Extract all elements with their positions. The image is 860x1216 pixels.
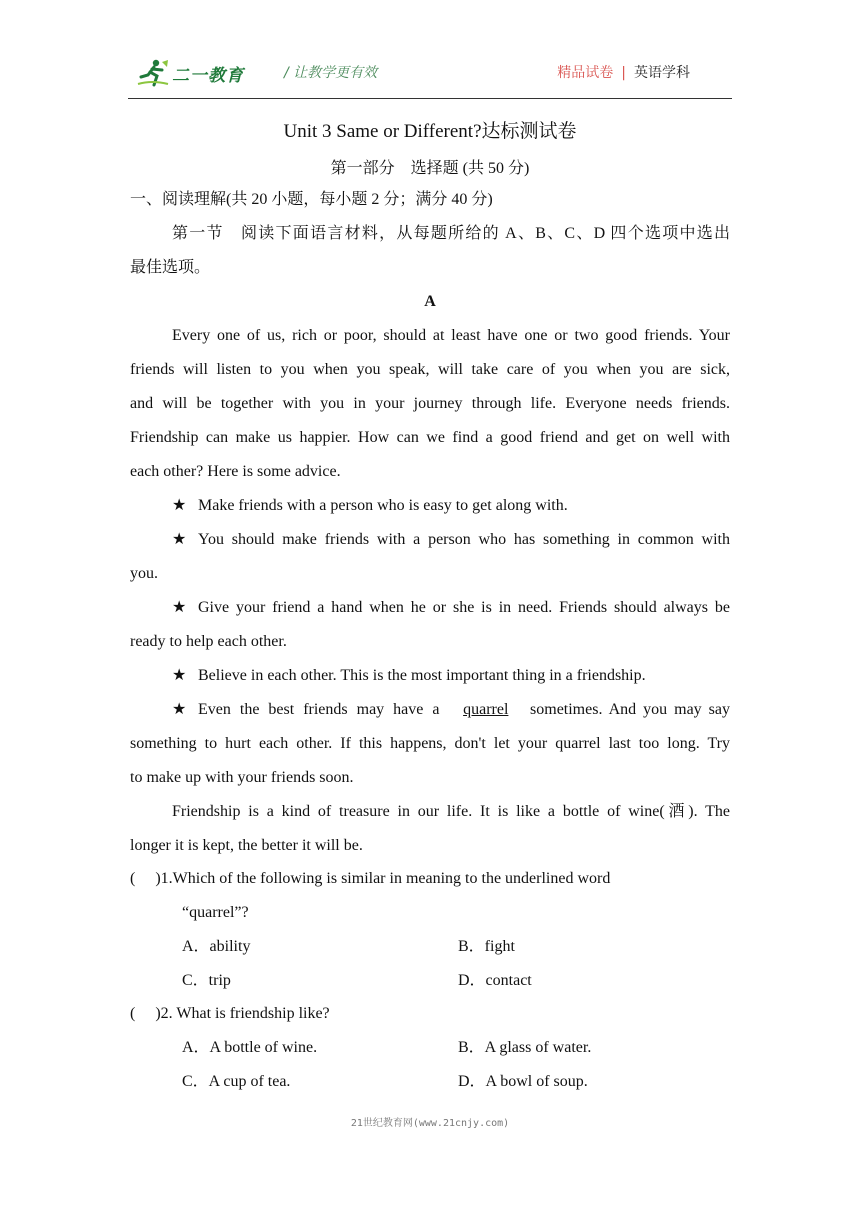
tip-text: You should make friends with a person who has something in common with: [198, 531, 730, 548]
tip-text: you.: [130, 565, 158, 582]
star-icon: ★: [172, 667, 187, 684]
passage-line: longer it is kept, the better it will be.: [130, 837, 363, 854]
star-icon: ★: [172, 701, 187, 718]
star-icon: ★: [172, 497, 187, 514]
tip-text: Make friends with a person who is easy to get along with.: [198, 497, 568, 514]
header-slogan: / 让教学更有效: [284, 65, 378, 81]
option-b: B．A glass of water.: [458, 1039, 592, 1056]
tip-text: something to hurt each other. If this happens, don't let your quarrel last too long. Try: [130, 735, 730, 752]
document-title: Unit 3 Same or Different?达标测试卷: [283, 121, 577, 142]
tip-text: ready to help each other.: [130, 633, 287, 650]
header-divider: [128, 98, 732, 99]
option-a: A．ability: [182, 938, 251, 955]
question-stem: ( )2. What is friendship like?: [130, 1005, 330, 1022]
tip-item: [172, 700, 730, 720]
passage-line: Every one of us, rich or poor, should at least have one or two good friends. Your: [172, 327, 730, 344]
option-b: B．fight: [458, 938, 515, 955]
passage-line: friends will listen to you when you speak, will take care of you when you are sick,: [130, 361, 730, 378]
tip-text: to make up with your friends soon.: [130, 769, 354, 786]
tip-text: Give your friend a hand when he or she is in need. Friends should always be: [198, 599, 730, 616]
tip-text: Believe in each other. This is the most important thing in a friendship.: [198, 667, 646, 684]
page-footer: 21世纪教育网(www.21cnjy.com): [350, 1118, 510, 1129]
passage-line: Friendship is a kind of treasure in our life. It is like a bottle of wine(酒). The: [172, 803, 730, 820]
running-person-icon: [136, 58, 170, 88]
tip-text-part: Even the best friends may have a: [198, 701, 449, 718]
passage-line: and will be together with you in your journey through life. Everyone needs friends.: [130, 395, 730, 412]
underlined-word: quarrel: [463, 701, 509, 718]
header-tag: 精品试卷: [557, 65, 614, 81]
section1-instruction-line1: 第一节 阅读下面语言材料，从每题所给的 A、B、C、D 四个选项中选出: [172, 225, 730, 242]
passage-line: Friendship can make us happier. How can we find a good friend and get on well with: [130, 429, 730, 446]
option-c: C．trip: [182, 972, 231, 989]
question-stem: ( )1.Which of the following is similar in meaning to the underlined word: [130, 870, 611, 887]
part-title: 第一部分 选择题 (共 50 分): [330, 160, 530, 177]
section1-instruction-line2: 最佳选项。: [130, 259, 211, 276]
passage-line: each other? Here is some advice.: [130, 463, 341, 480]
option-d: D．contact: [458, 972, 532, 989]
header-subject: 英语学科: [634, 65, 690, 81]
passage-label: A: [424, 293, 436, 310]
section1-title: 一、阅读理解(共 20 小题，每小题 2 分；满分 40 分): [130, 191, 493, 208]
option-c: C．A cup of tea.: [182, 1073, 291, 1090]
question-stem: “quarrel”?: [182, 904, 249, 921]
tip-item: [172, 496, 730, 516]
tip-text-part: sometimes. And you may say: [523, 701, 730, 718]
option-d: D．A bowl of soup.: [458, 1073, 588, 1090]
page-header: [128, 52, 732, 100]
tip-text: [198, 700, 730, 720]
tip-item: [172, 530, 730, 550]
brand-logo: [136, 58, 244, 88]
logo-text: 二一教育: [172, 65, 244, 86]
header-brand: [557, 62, 690, 82]
header-separator: |: [621, 65, 626, 81]
star-icon: ★: [172, 531, 187, 548]
tip-item: [172, 598, 730, 618]
tip-item: [172, 666, 730, 686]
option-a: A．A bottle of wine.: [182, 1039, 318, 1056]
star-icon: ★: [172, 599, 187, 616]
